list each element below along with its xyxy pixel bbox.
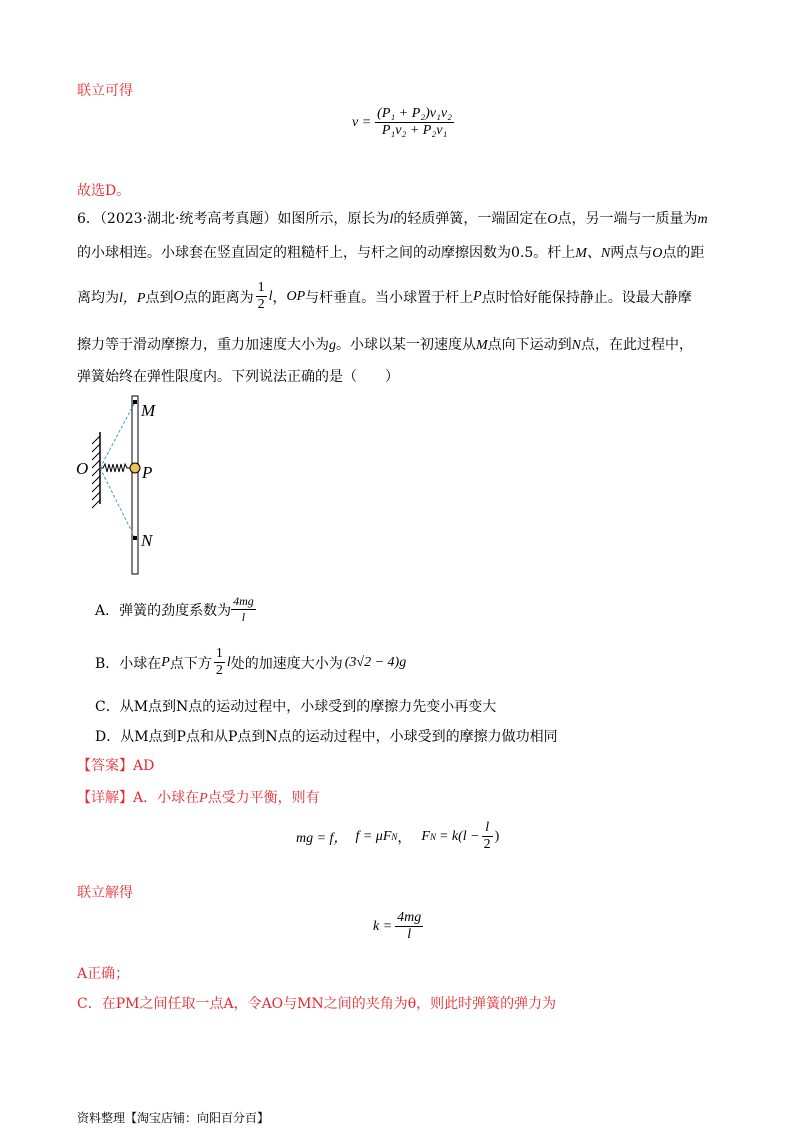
q-var: l，P: [119, 290, 146, 306]
eq-fn-mid: = k(l −: [438, 828, 480, 844]
option-a-den: l: [231, 609, 256, 625]
k-num: 4mg: [397, 910, 422, 925]
formula-v-num: (P₁ + P₂)v₁v₂: [377, 106, 452, 121]
solve-label: 联立解得: [77, 885, 133, 901]
q-var: OP: [286, 288, 306, 304]
option-c: C．从M点到N点的运动过程中，小球受到的摩擦力先变小再变大: [95, 699, 497, 715]
label-o: O: [76, 459, 89, 478]
eq-fn-end: ): [494, 828, 500, 844]
label-n: N: [141, 531, 153, 550]
option-b-fraction: [214, 646, 225, 679]
q-text: 点，另一端与一质量为: [557, 211, 698, 227]
a-correct: A正确；: [77, 966, 130, 982]
formula-v-fraction: [375, 106, 454, 139]
q-var: M、N: [575, 246, 611, 261]
question-line-3: [77, 280, 692, 313]
option-b-text: 处的加速度大小为: [230, 655, 343, 672]
answer: 【答案】AD: [77, 758, 155, 774]
equation-row: [296, 820, 499, 853]
question-line-2: [77, 242, 704, 262]
eq-f-mu-sub: N: [391, 831, 398, 842]
formula-v-den: P₁v₂ + P₂v₁: [375, 122, 454, 139]
formula-v-lhs: v =: [352, 114, 372, 130]
question-line-4: [77, 334, 693, 354]
k-fraction: [395, 910, 423, 943]
eq-mg-f: mg = f，: [296, 830, 348, 846]
intro-label: 联立可得: [77, 83, 133, 99]
q-text: 点的距: [662, 245, 705, 261]
half-den: 2: [257, 297, 265, 312]
q-text: 离均为: [77, 289, 119, 306]
k-den: l: [395, 926, 423, 943]
wall-hatch: [92, 436, 100, 508]
option-a-num: 4mg: [233, 594, 254, 608]
question-line-1: [77, 208, 708, 228]
eq-fn-num: l: [485, 820, 490, 835]
choice-d-text: 故选D。: [77, 183, 131, 199]
q-var: O: [547, 212, 558, 227]
q-var: l: [389, 212, 394, 227]
physics-figure: [72, 392, 182, 580]
vertical-rod: [132, 396, 138, 574]
k-formula: [373, 910, 423, 943]
q-text: 点时恰好能保持静止。设最大静摩: [481, 289, 692, 306]
q-var: O: [652, 246, 663, 261]
point-m-marker: [133, 400, 137, 404]
q-text: 点到: [145, 289, 174, 306]
q-var: M: [476, 338, 488, 353]
q-var: l: [268, 288, 273, 304]
eq-fn-fraction: [482, 820, 493, 853]
option-b-var: l: [226, 654, 231, 670]
point-n-marker: [133, 536, 137, 540]
q-text: 。小球以某一初速度从: [336, 337, 476, 353]
option-b: [95, 646, 406, 679]
label-m: M: [141, 401, 156, 420]
detail-line: [77, 787, 320, 807]
eq-f-mu-end: ，: [397, 830, 412, 846]
q-text: 6．（2023·湖北·统考高考真题）如图所示，原长为: [77, 211, 390, 227]
eq-fn-den: 2: [483, 837, 491, 852]
label-p: P: [142, 463, 153, 482]
detail-var: P: [199, 791, 208, 806]
q-text: 的轻质弹簧，一端固定在: [393, 211, 548, 227]
q-text: 点的距离为: [183, 289, 254, 306]
option-b-text: 点下方: [169, 655, 212, 672]
dashed-line-om: [100, 402, 135, 468]
q-text: 的小球相连。小球套在竖直固定的粗糙杆上，与杆之间的动摩擦因数为0.5。杆上: [77, 245, 576, 261]
q-var: O: [173, 288, 184, 304]
option-b-num: 1: [215, 646, 223, 661]
option-b-text: B．小球在: [95, 655, 162, 672]
q-var: P: [473, 288, 482, 304]
option-d: D．从M点到P点和从P点到N点的运动过程中，小球受到的摩擦力做功相同: [95, 729, 558, 745]
eq-fn-sub: N: [429, 831, 436, 842]
ball: [130, 463, 140, 473]
q-text: 擦力等于滑动摩擦力，重力加速度大小为: [77, 337, 329, 353]
q-var: N: [571, 338, 582, 353]
q-var: g: [329, 338, 336, 353]
c-line: C．在PM之间任取一点A，令AO与MN之间的夹角为θ，则此时弹簧的弹力为: [77, 996, 557, 1012]
option-a-fraction: [231, 594, 256, 625]
option-b-den: 2: [215, 663, 223, 678]
q-var: m: [697, 212, 708, 227]
q-text: 点向下运动到: [487, 337, 572, 353]
k-lhs: k =: [373, 918, 393, 934]
detail-text: 点受力平衡，则有: [207, 790, 320, 806]
q-text: 点，在此过程中，: [581, 337, 694, 353]
eq-fn-lhs: F: [421, 828, 430, 844]
half-num: 1: [257, 280, 265, 295]
footer: 资料整理【淘宝店铺：向阳百分百】: [77, 1111, 270, 1125]
q-text: ，: [272, 289, 287, 306]
option-a-text: A．弹簧的劲度系数为: [95, 602, 232, 619]
option-a: [95, 594, 256, 625]
q-text: 两点与: [610, 245, 653, 261]
q-text: 与杆垂直。当小球置于杆上: [305, 289, 474, 306]
formula-v: [352, 106, 454, 139]
option-b-var: P: [161, 654, 170, 670]
eq-f-mu: f = μF: [355, 828, 392, 844]
detail-text: 【详解】A．小球在: [77, 790, 200, 806]
half-fraction: [256, 280, 267, 313]
option-b-expr: (3√2 − 4)g: [344, 654, 407, 670]
spring: [100, 464, 130, 472]
question-line-5: 弹簧始终在弹性限度内。下列说法正确的是（ ）: [77, 369, 399, 385]
dashed-line-on: [100, 468, 135, 538]
